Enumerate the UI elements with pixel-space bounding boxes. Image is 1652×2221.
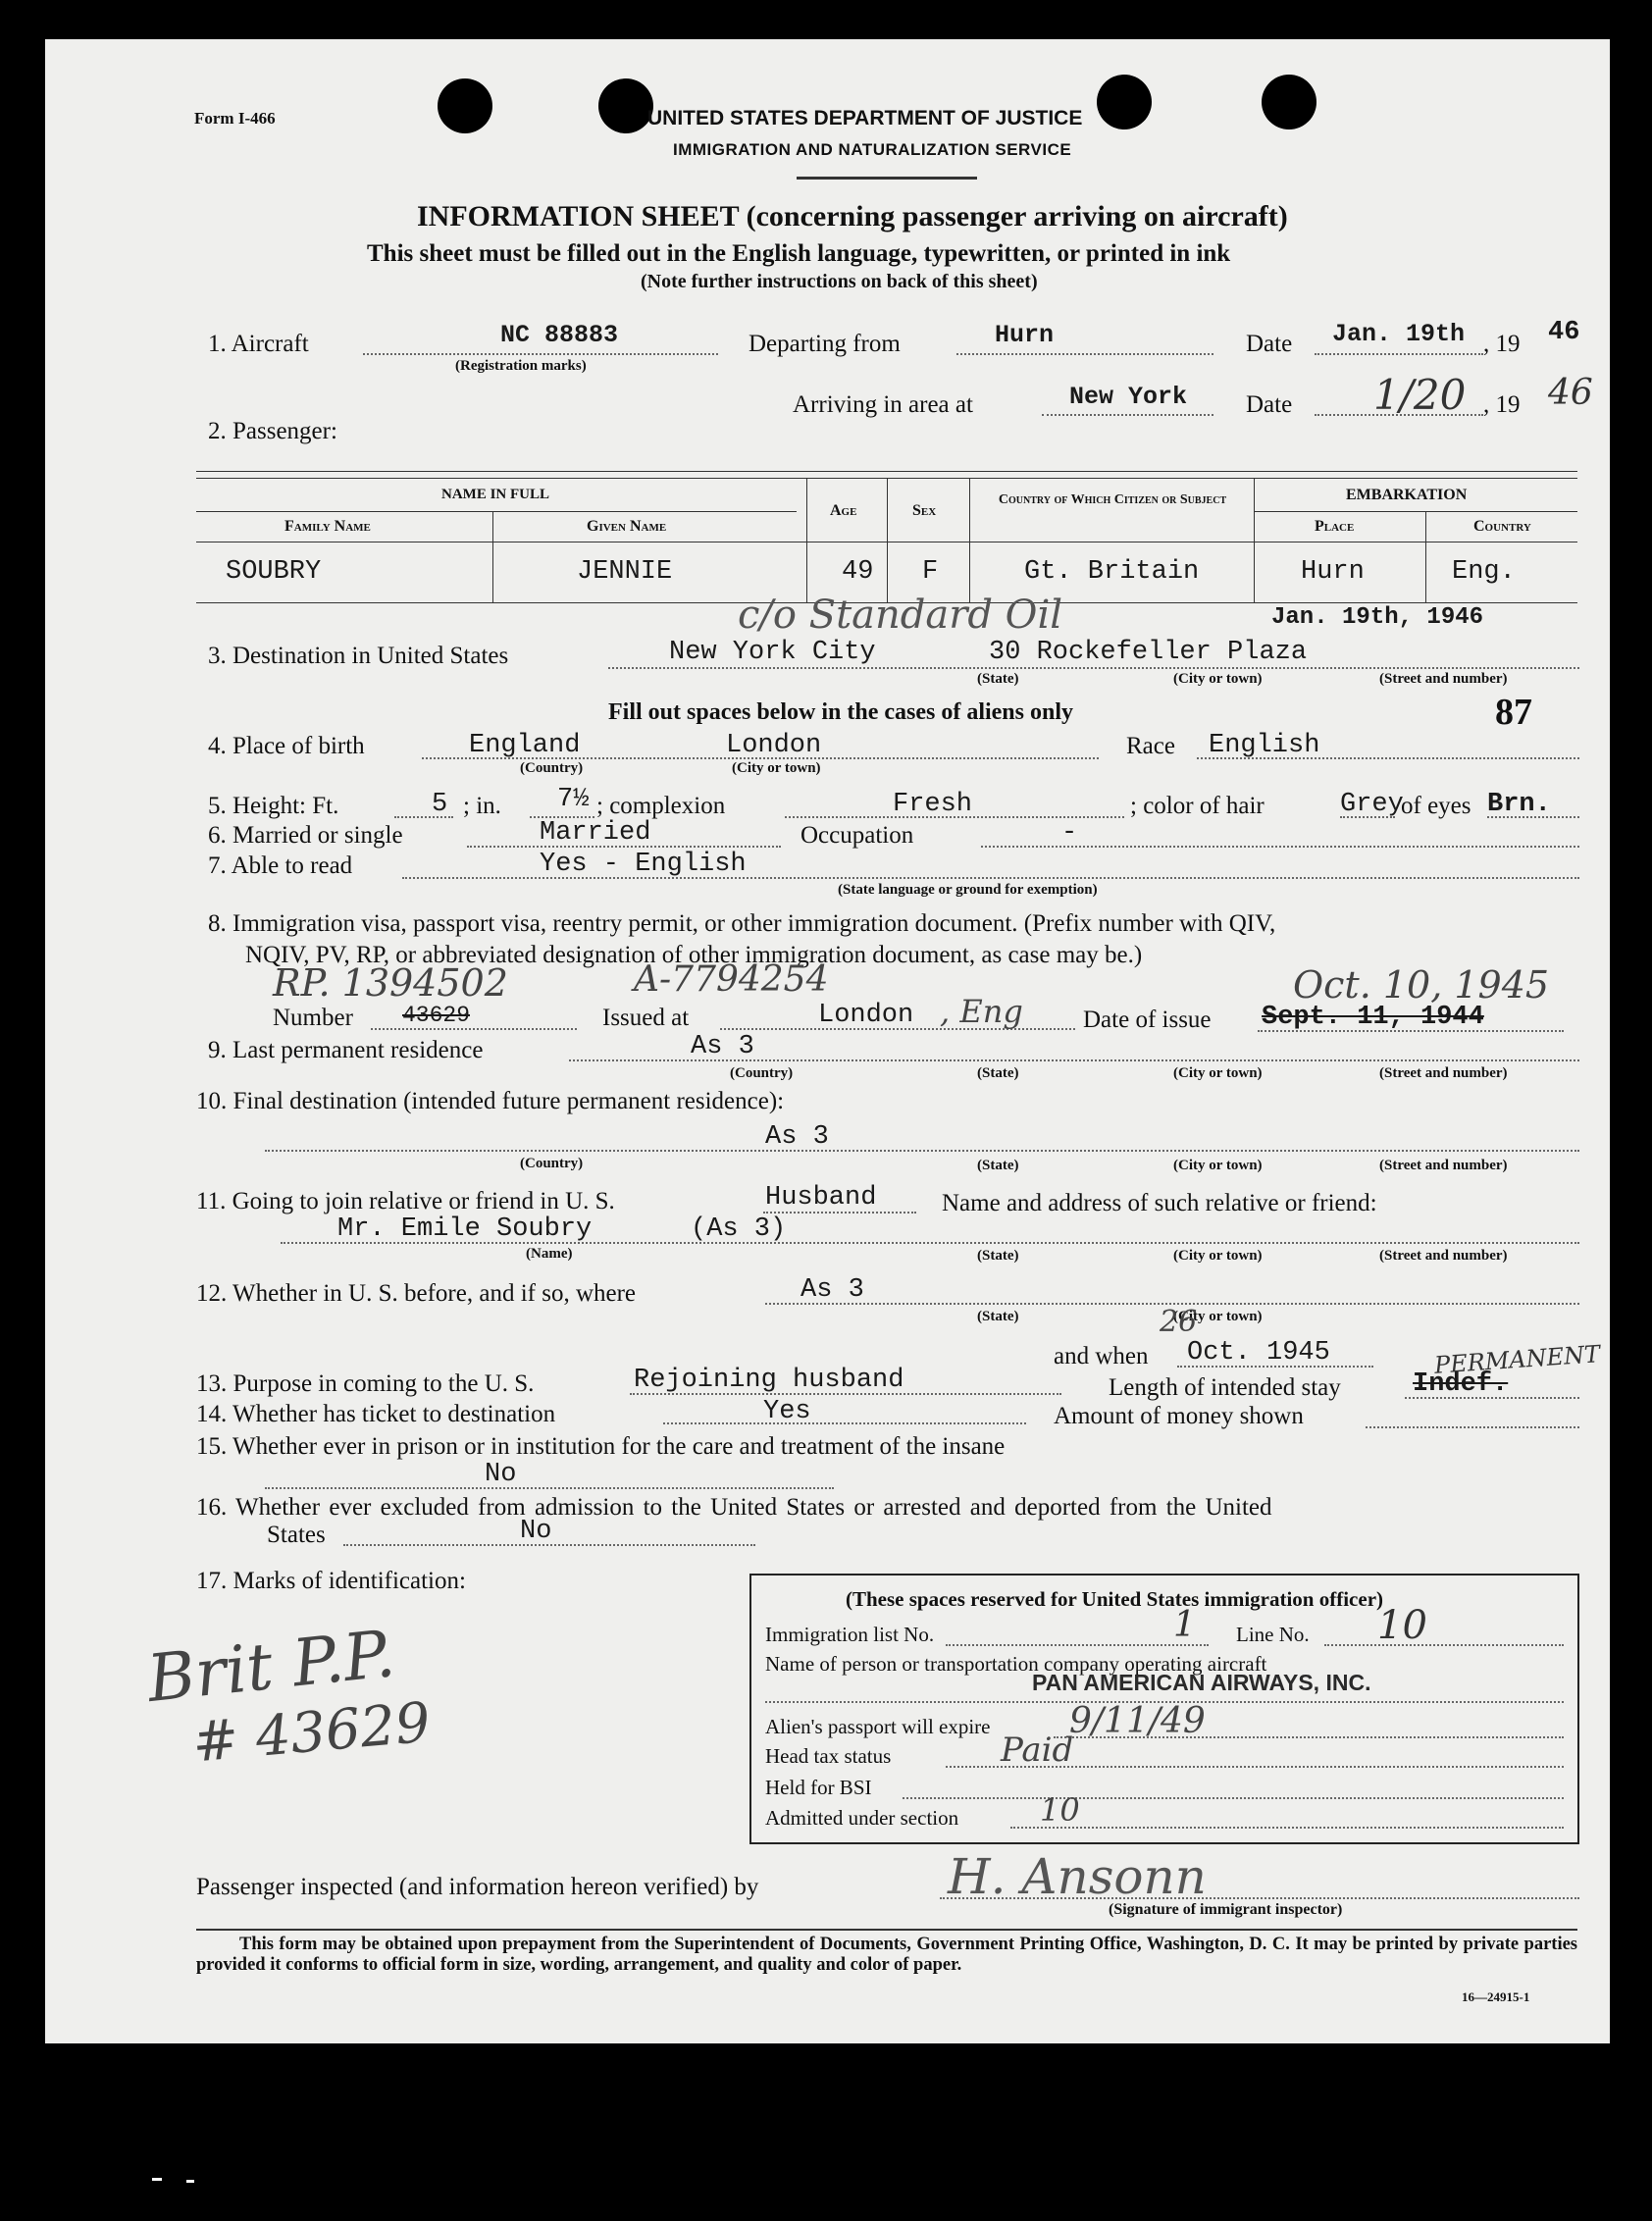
caption-state: (State) (977, 671, 1019, 687)
passport-expire-value: 9/11/49 (1069, 1701, 1206, 1741)
company-value: PAN AMERICAN AIRWAYS, INC. (1032, 1670, 1371, 1695)
inspector-signature: H. Ansonn (948, 1848, 1207, 1905)
label-aircraft: 1. Aircraft (208, 331, 309, 357)
page-subtitle: This sheet must be filled out in the English language, typewritten, or printed in ink (367, 240, 1231, 267)
eyes-value: Brn. (1487, 790, 1551, 819)
complexion-value: Fresh (893, 790, 973, 819)
header-given-name: Given Name (587, 518, 667, 535)
given-name-value: JENNIE (577, 557, 673, 587)
table-divider (1254, 478, 1255, 602)
instruction-note: (Note further instructions on back of this sheet) (641, 271, 1038, 292)
embarkation-country-value: Eng. (1452, 557, 1516, 587)
label-head-tax: Head tax status (765, 1744, 892, 1768)
label-excluded: 16. Whether ever excluded from admission to the United States or arrested and deported from the United (196, 1494, 1272, 1521)
table-divider (492, 511, 493, 602)
label-passport-expire: Alien's passport will expire (765, 1715, 991, 1738)
punch-hole (1097, 75, 1152, 129)
caption-signature: (Signature of immigrant inspector) (1109, 1901, 1343, 1918)
label-ticket: 14. Whether has ticket to destination (196, 1401, 556, 1427)
officer-box-heading: (These spaces reserved for United States immigration officer) (846, 1587, 1384, 1611)
caption-state: (State) (977, 1309, 1019, 1324)
caption-city: (City or town) (1173, 1158, 1263, 1173)
arrival-date: 1/20 (1373, 371, 1467, 419)
header-country: Country (1473, 518, 1531, 535)
length-stay-struck: Indef. (1413, 1369, 1509, 1399)
header-name-in-full: NAME IN FULL (441, 487, 550, 502)
label-marks: 17. Marks of identification: (196, 1568, 466, 1594)
prison-value: No (485, 1460, 517, 1489)
label-marital: 6. Married or single (208, 822, 403, 849)
rule (371, 1028, 577, 1030)
caption-country: (Country) (520, 760, 584, 776)
label-prison: 15. Whether ever in prison or in institution for the care and treatment of the insane (196, 1433, 1006, 1460)
label-departing: Departing from (749, 331, 901, 357)
rule (956, 353, 1213, 355)
label-relative-address: Name and address of such relative or friend: (942, 1190, 1377, 1216)
label-date-issue: Date of issue (1083, 1007, 1212, 1033)
excluded-value: No (520, 1517, 552, 1546)
caption-state: (State) (977, 1158, 1019, 1173)
issue-date-struck: Sept. 11, 1944 (1262, 1003, 1484, 1032)
caption-street: (Street and number) (1379, 1065, 1508, 1081)
label-us-before: 12. Whether in U. S. before, and if so, where (196, 1280, 637, 1307)
length-stay-hand: PERMANENT (1433, 1340, 1601, 1379)
ident-marks-2: # 43629 (189, 1690, 434, 1776)
when-value: Oct. 1945 (1187, 1338, 1330, 1368)
caption-country: (Country) (730, 1065, 794, 1081)
label-purpose: 13. Purpose in coming to the U. S. (196, 1370, 535, 1397)
header-family-name: Family Name (284, 518, 371, 535)
marital-value: Married (540, 818, 651, 848)
caption-city: (City or town) (1173, 1248, 1263, 1264)
arrival-year: 46 (1548, 373, 1593, 413)
hair-value: Grey (1340, 790, 1404, 819)
label-money: Amount of money shown (1054, 1403, 1304, 1429)
rule (265, 1487, 834, 1489)
caption-city: (City or town) (1173, 1309, 1263, 1324)
relative-name-value: Mr. Emile Soubry (337, 1214, 593, 1244)
caption-country: (Country) (520, 1156, 584, 1171)
header-rule (797, 177, 977, 180)
rule (663, 1422, 1026, 1424)
birth-country-value: England (469, 731, 581, 760)
punch-hole (1262, 75, 1316, 129)
label-height-ft: 5. Height: Ft. (208, 793, 339, 819)
rule (1315, 353, 1483, 355)
label-document: 8. Immigration visa, passport visa, reentry permit, or other immigration document. (Prefix number with QIV, (208, 910, 1276, 937)
table-divider (1425, 511, 1426, 602)
label-destination: 3. Destination in United States (208, 643, 509, 669)
label-complexion: ; complexion (596, 793, 726, 819)
label-excluded-2: States (267, 1522, 326, 1548)
when-day: 26 (1160, 1305, 1198, 1339)
label-final-destination: 10. Final destination (intended future permanent residence): (196, 1088, 785, 1114)
occupation-value: - (1061, 818, 1078, 848)
table-divider (969, 478, 970, 602)
departure-year: 46 (1548, 318, 1580, 347)
line-no-value: 10 (1377, 1603, 1427, 1648)
issued-place: London (818, 1001, 914, 1030)
punch-hole (438, 78, 492, 133)
purpose-value: Rejoining husband (634, 1366, 904, 1395)
caption-street: (Street and number) (1379, 1158, 1508, 1173)
caption-city: (City or town) (732, 760, 821, 776)
rule (1366, 1426, 1579, 1428)
join-relative-value: Husband (765, 1183, 877, 1213)
embarkation-place-value: Hurn (1301, 557, 1365, 587)
arriving-value: New York (1069, 383, 1188, 411)
rule (363, 353, 718, 355)
table-divider (887, 478, 888, 602)
rule (946, 1644, 1209, 1646)
rule (1010, 1827, 1564, 1829)
rule (608, 667, 1579, 669)
table-rule (1254, 511, 1577, 512)
label-height-in: ; in. (463, 793, 501, 819)
caption-city: (City or town) (1173, 1065, 1263, 1081)
height-ft-value: 5 (432, 790, 448, 819)
label-join-relative: 11. Going to join relative or friend in U. S. (196, 1188, 615, 1214)
label-held-bsi: Held for BSI (765, 1776, 872, 1799)
label-eyes: of eyes (1401, 793, 1471, 819)
label-arriving: Arriving in area at (793, 391, 973, 418)
department-heading: UNITED STATES DEPARTMENT OF JUSTICE (647, 107, 1083, 129)
departing-value: Hurn (995, 321, 1055, 349)
head-tax-value: Paid (1001, 1730, 1074, 1770)
issued-place-hand: , Eng (940, 993, 1023, 1030)
header-sex: Sex (912, 502, 937, 519)
label-passenger: 2. Passenger: (208, 418, 337, 444)
destination-street: 30 Rockefeller Plaza (989, 638, 1308, 667)
service-heading: IMMIGRATION AND NATURALIZATION SERVICE (673, 140, 1072, 159)
footer-note: This form may be obtained upon prepayment from the Superintendent of Documents, Government Printing Office, Washington, D. C. It may be printed by private parties provided it conforms to official form in size, wording, arrangement, and quality and color of paper. (196, 1935, 1577, 1975)
label-date: Date (1246, 331, 1293, 357)
label-admitted: Admitted under section (765, 1806, 959, 1830)
label-imm-list: Immigration list No. (765, 1623, 935, 1646)
caption-street: (Street and number) (1379, 671, 1508, 687)
us-before-value: As 3 (800, 1275, 864, 1305)
race-value: English (1209, 731, 1320, 760)
relative-address-value: (As 3) (691, 1214, 787, 1244)
imm-list-value: 1 (1173, 1605, 1196, 1645)
ident-marks-1: Brit P.P. (143, 1616, 399, 1717)
label-document-2: NQIV, PV, RP, or abbreviated designation of other immigration document, as case may be.) (245, 942, 1143, 968)
last-residence-value: As 3 (691, 1032, 754, 1061)
label-occupation: Occupation (800, 822, 914, 849)
caption-state: (State) (977, 1248, 1019, 1264)
label-hair: ; color of hair (1130, 793, 1265, 819)
label-issued-at: Issued at (602, 1005, 690, 1031)
year-prefix: , 19 (1483, 331, 1521, 357)
label-line-no: Line No. (1236, 1623, 1310, 1646)
rule (1324, 1644, 1564, 1646)
a-number: A-7794254 (634, 959, 829, 1000)
label-and-when: and when (1054, 1343, 1149, 1369)
header-place: Place (1315, 518, 1355, 535)
issue-date-new: Oct. 10, 1945 (1293, 963, 1550, 1007)
table-rule (196, 511, 797, 512)
caption-street: (Street and number) (1379, 1248, 1508, 1264)
admitted-value: 10 (1040, 1791, 1080, 1829)
film-speck (186, 2180, 194, 2183)
label-inspected: Passenger inspected (and information hereon verified) by (196, 1874, 759, 1900)
header-citizenship: Country of Which Citizen or Subject (998, 492, 1227, 507)
destination-handwritten: c/o Standard Oil (738, 593, 1063, 638)
footer-rule (196, 1929, 1577, 1931)
read-value: Yes - English (540, 850, 747, 879)
film-speck (152, 2178, 162, 2181)
caption-state: (State) (977, 1065, 1019, 1081)
year-prefix-arrival: , 19 (1483, 391, 1521, 418)
rule (265, 1150, 1579, 1152)
label-birth: 4. Place of birth (208, 733, 365, 759)
header-embarkation: EMBARKATION (1346, 487, 1468, 503)
departure-date: Jan. 19th (1332, 320, 1466, 348)
doc-number-struck: 43629 (402, 1003, 471, 1028)
table-divider (806, 478, 807, 602)
table-rule (196, 471, 1577, 472)
label-race: Race (1126, 733, 1175, 759)
punch-hole (598, 78, 653, 133)
caption-name: (Name) (526, 1246, 573, 1262)
label-read: 7. Able to read (208, 852, 353, 879)
birth-city-value: London (726, 731, 822, 760)
height-in-value: 7½ (557, 785, 590, 814)
caption-city: (City or town) (1173, 671, 1263, 687)
page-title: INFORMATION SHEET (concerning passenger arriving on aircraft) (417, 200, 1288, 232)
header-age: Age (830, 502, 857, 519)
citizenship-value: Gt. Britain (1024, 557, 1200, 587)
ticket-value: Yes (763, 1397, 811, 1426)
final-destination-value: As 3 (765, 1122, 829, 1152)
destination-city: New York City (669, 638, 876, 667)
side-number: 87 (1495, 692, 1532, 733)
aircraft-value: NC 88883 (500, 321, 619, 349)
destination-date: Jan. 19th, 1946 (1271, 604, 1484, 631)
age-value: 49 (842, 557, 874, 587)
label-last-residence: 9. Last permanent residence (208, 1037, 484, 1063)
caption-language: (State language or ground for exemption) (838, 882, 1098, 898)
label-number: Number (273, 1005, 353, 1031)
label-date-arrival: Date (1246, 391, 1293, 418)
registration-caption: (Registration marks) (455, 358, 587, 374)
aliens-only-heading: Fill out spaces below in the cases of aliens only (608, 699, 1074, 725)
rule (903, 1797, 1564, 1799)
form-code: 16—24915-1 (1462, 1989, 1530, 2004)
sex-value: F (922, 557, 939, 587)
family-name-value: SOUBRY (226, 557, 322, 587)
form-number: Form I-466 (194, 109, 276, 128)
label-length-stay: Length of intended stay (1109, 1374, 1341, 1401)
label-company: Name of person or transportation company operating aircraft (765, 1652, 1267, 1676)
rule (1042, 414, 1213, 416)
rp-number: RP. 1394502 (273, 961, 508, 1005)
